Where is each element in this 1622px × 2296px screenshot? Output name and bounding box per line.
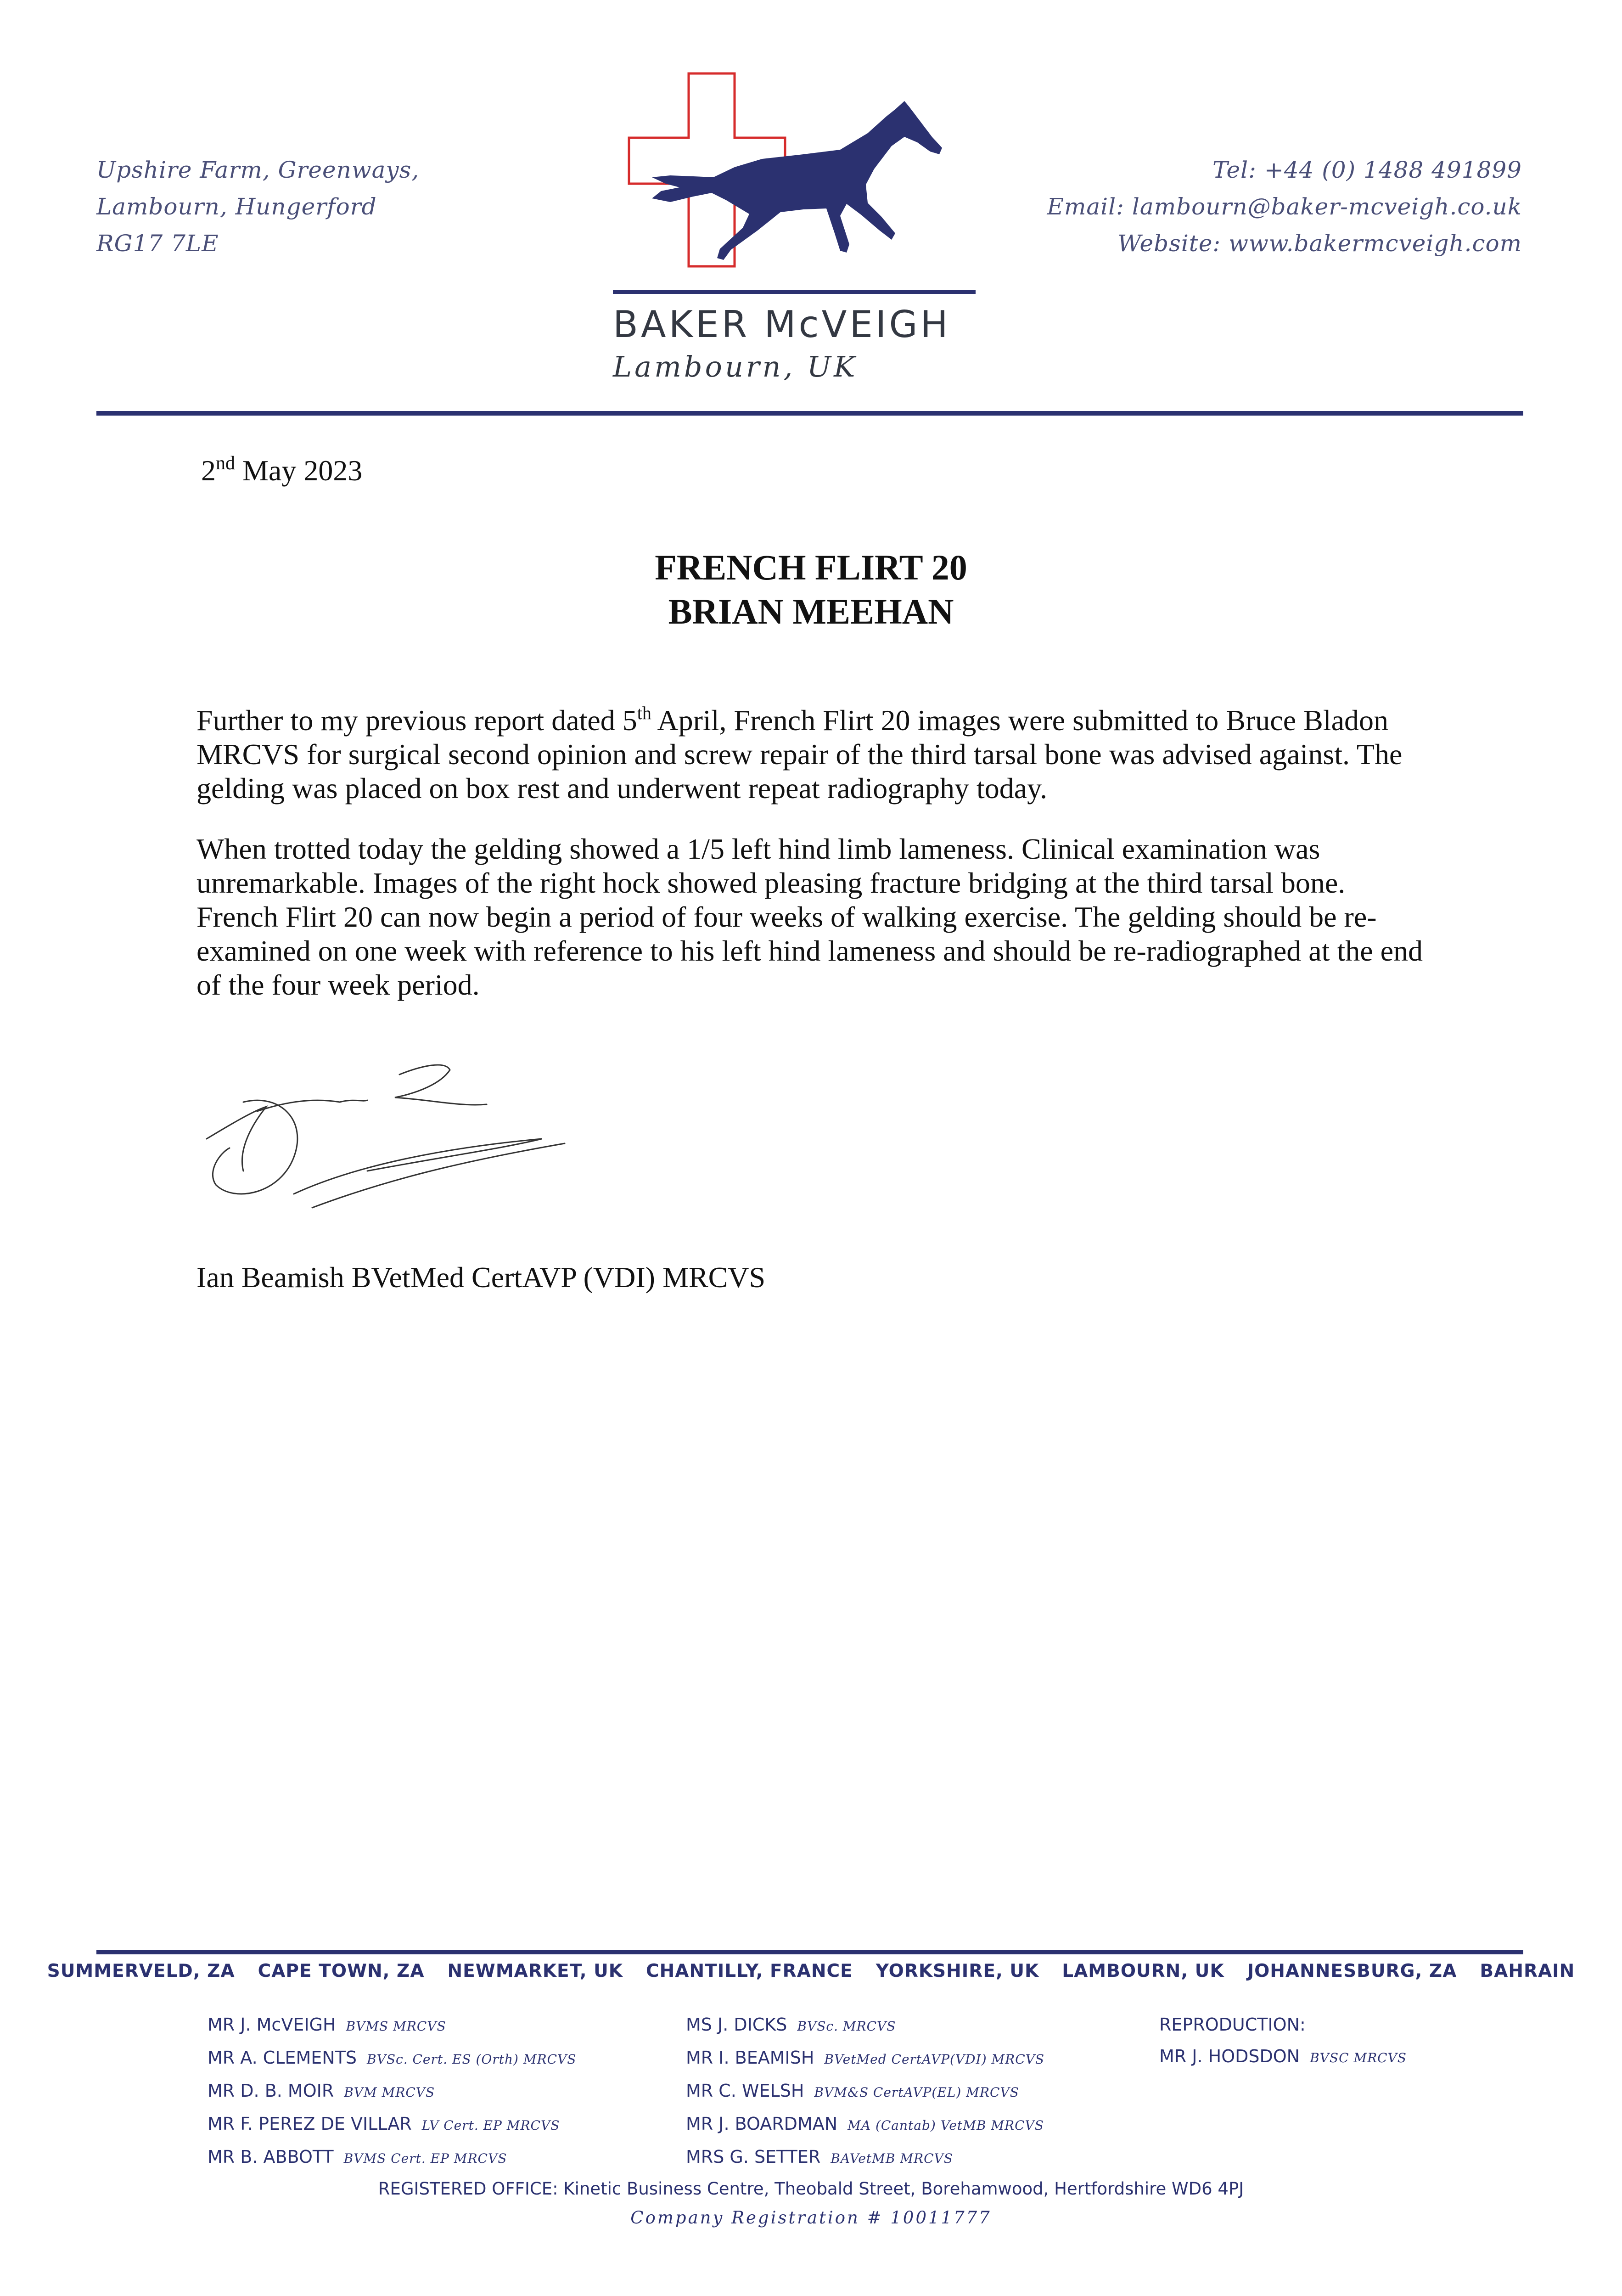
staff-name: MRS G. SETTER (686, 2147, 821, 2167)
address-line: Lambourn, Hungerford (96, 193, 377, 220)
para1-after: April, French Flirt 20 images were submitted to Bruce Bladon MRCVS for surgical second opinion and screw repair of the third tarsal bone was advised against. The gelding was placed on box rest and underwent repeat radiography today. (196, 704, 1403, 805)
registered-office: REGISTERED OFFICE: Kinetic Business Centre, Theobald Street, Borehamwood, Hertfordshire WD6 4PJ (378, 2179, 1244, 2199)
horse-icon (652, 101, 942, 260)
staff-qualification: BVM MRCVS (344, 2085, 435, 2100)
logo-rule (613, 290, 976, 294)
staff-entry (208, 2075, 576, 2108)
staff-name: MS J. DICKS (686, 2015, 787, 2035)
location-item: BAHRAIN (1480, 1961, 1575, 1981)
staff-entry (686, 2042, 1044, 2075)
date-rest: May 2023 (235, 454, 363, 487)
staff-entry (208, 2108, 576, 2141)
staff-name: MR D. B. MOIR (208, 2081, 334, 2101)
staff-qualification: BVSC MRCVS (1310, 2050, 1407, 2065)
location-item: YORKSHIRE, UK (876, 1961, 1039, 1981)
staff-entry (208, 2009, 576, 2042)
staff-name: MR J. McVEIGH (208, 2015, 336, 2035)
staff-qualification: BVSc. MRCVS (797, 2019, 896, 2034)
staff-entry (686, 2075, 1044, 2108)
staff-qualification: BVMS Cert. EP MRCVS (343, 2151, 507, 2166)
staff-qualification: BVMS MRCVS (346, 2019, 446, 2034)
staff-name: MR J. HODSDON (1159, 2046, 1300, 2066)
date-suffix: nd (216, 453, 235, 474)
brand-name: BAKER McVEIGH (613, 303, 951, 346)
staff-qualification: BVSc. Cert. ES (Orth) MRCVS (367, 2052, 577, 2067)
staff-name: MR B. ABBOTT (208, 2147, 334, 2167)
staff-qualification: LV Cert. EP MRCVS (421, 2118, 560, 2133)
practice-address (96, 152, 419, 262)
reproduction-heading: REPRODUCTION: (1159, 2015, 1306, 2035)
staff-name: MR I. BEAMISH (686, 2048, 814, 2068)
contact-phone: Tel: +44 (0) 1488 491899 (1212, 157, 1522, 183)
letter-date (201, 452, 362, 488)
staff-entry (208, 2042, 576, 2075)
staff-qualification: MA (Cantab) VetMB MRCVS (847, 2118, 1044, 2133)
staff-entry (208, 2141, 576, 2174)
header-divider (96, 411, 1523, 416)
staff-name: MR F. PEREZ DE VILLAR (208, 2114, 412, 2134)
date-day: 2 (201, 454, 216, 487)
staff-entry (686, 2009, 1044, 2042)
signatory: Ian Beamish BVetMed CertAVP (VDI) MRCVS (196, 1261, 766, 1294)
handwritten-signature (202, 1056, 588, 1226)
contact-email: Email: lambourn@baker-mcveigh.co.uk (1047, 193, 1522, 220)
trainer-name: BRIAN MEEHAN (668, 591, 954, 631)
location-item: LAMBOURN, UK (1062, 1961, 1224, 1981)
practice-contact (1047, 152, 1522, 262)
staff-qualification: BAVetMB MRCVS (831, 2151, 953, 2166)
location-item: NEWMARKET, UK (447, 1961, 623, 1981)
address-line: Upshire Farm, Greenways, (96, 157, 420, 183)
staff-name: MR J. BOARDMAN (686, 2114, 838, 2134)
staff-name: MR A. CLEMENTS (208, 2048, 357, 2068)
staff-qualification: BVetMed CertAVP(VDI) MRCVS (824, 2052, 1045, 2067)
staff-qualification: BVM&S CertAVP(EL) MRCVS (814, 2085, 1019, 2100)
staff-entry (1159, 2041, 1407, 2074)
staff-entry (686, 2108, 1044, 2141)
contact-website: Website: www.bakermcveigh.com (1117, 230, 1522, 257)
address-line: RG17 7LE (96, 230, 219, 257)
para1-before: Further to my previous report dated 5 (196, 704, 637, 737)
horse-name: FRENCH FLIRT 20 (655, 547, 967, 587)
staff-entry (686, 2141, 1044, 2174)
baker-mcveigh-logo (611, 69, 978, 326)
brand-location: Lambourn, UK (613, 350, 858, 383)
location-item: SUMMERVELD, ZA (47, 1961, 235, 1981)
staff-column-3 (1159, 2009, 1407, 2074)
location-item: JOHANNESBURG, ZA (1247, 1961, 1457, 1981)
para1-sup: th (637, 703, 651, 723)
staff-column-2 (686, 2009, 1044, 2174)
staff-column-1 (208, 2009, 576, 2174)
location-item: CAPE TOWN, ZA (258, 1961, 425, 1981)
staff-name: MR C. WELSH (686, 2081, 804, 2101)
office-locations (0, 1961, 1622, 1981)
company-registration: Company Registration # 10011777 (630, 2208, 992, 2228)
footer-divider (96, 1950, 1523, 1954)
location-item: CHANTILLY, FRANCE (646, 1961, 853, 1981)
letter-title (0, 546, 1622, 634)
paragraph-2: When trotted today the gelding showed a 1/5 left hind limb lameness. Clinical examination was unremarkable. Images of the right hock showed pleasing fracture bridging at the third tarsal bone. French Flirt 20 can now begin a period of four weeks of walking exercise. The gelding should be re-examined on one week with reference to his left hind lameness and should be re-radiographed at the end of the four week period. (196, 833, 1423, 1001)
paragraph-1 (196, 703, 1427, 805)
